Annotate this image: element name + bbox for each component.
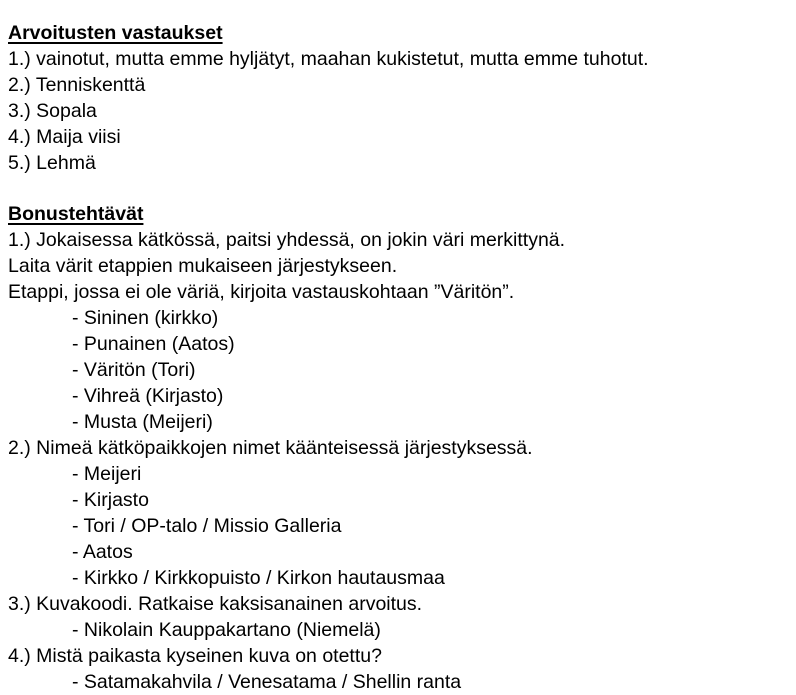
heading-row [8,201,790,227]
text-line: - Väritön (Tori) [72,359,196,381]
text-line: Laita värit etappien mukaiseen järjestykseen. [8,255,398,277]
heading-row [8,20,790,46]
text-line: Etappi, jossa ei ole väriä, kirjoita vastauskohtaan ”Väritön”. [8,281,515,303]
text-line: 3.) Sopala [8,100,97,122]
text-line: 1.) vainotut, mutta emme hyljätyt, maahan kukistetut, mutta emme tuhotut. [8,48,649,70]
section-heading: Bonustehtävät [8,203,144,225]
text-line: 2.) Nimeä kätköpaikkojen nimet käänteisessä järjestyksessä. [8,437,533,459]
text-line: - Kirkko / Kirkkopuisto / Kirkon hautausmaa [72,567,445,589]
section-gap [8,176,790,201]
text-line: 2.) Tenniskenttä [8,74,146,96]
text-line: 5.) Lehmä [8,152,96,174]
section-riddle-answers [8,20,790,176]
text-line: - Aatos [72,541,133,563]
text-line: 4.) Mistä paikasta kyseinen kuva on otettu? [8,645,382,667]
text-line: 4.) Maija viisi [8,126,121,148]
text-line: - Vihreä (Kirjasto) [72,385,224,407]
text-line: - Meijeri [72,463,142,485]
text-line: 3.) Kuvakoodi. Ratkaise kaksisanainen arvoitus. [8,593,423,615]
text-line: - Punainen (Aatos) [72,333,235,355]
text-line: - Sininen (kirkko) [72,307,219,329]
text-line: - Satamakahvila / Venesatama / Shellin ranta [72,671,462,693]
text-line: - Kirjasto [72,489,149,511]
text-line: - Nikolain Kauppakartano (Niemelä) [72,619,381,641]
text-line: 1.) Jokaisessa kätkössä, paitsi yhdessä, on jokin väri merkittynä. [8,229,566,251]
text-line: - Tori / OP-talo / Missio Galleria [72,515,342,537]
section-heading: Arvoitusten vastaukset [8,22,223,44]
section-bonus-tasks [8,201,790,695]
text-line: - Musta (Meijeri) [72,411,213,433]
